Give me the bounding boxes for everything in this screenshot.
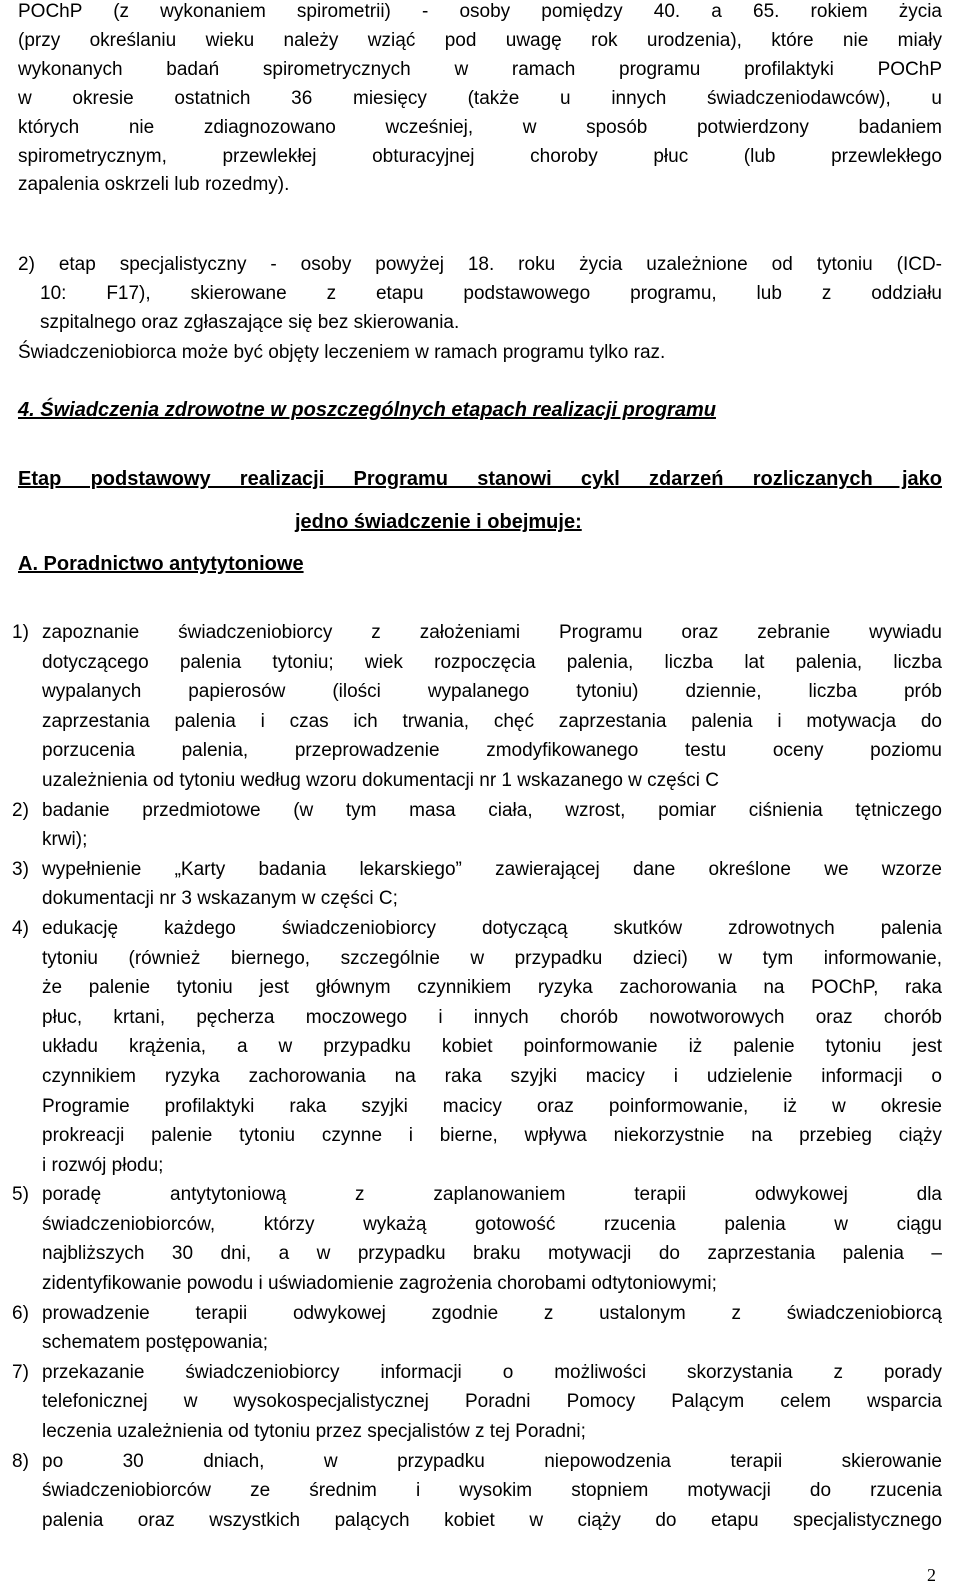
list-item-number: 8) [12,1450,29,1472]
list-item-line: układu krążenia, a w przypadku kobiet poinformowanie iż palenie tytoniu jest [42,1036,942,1058]
intro-line: spirometrycznym, przewlekłej obturacyjnej choroby płuc (lub przewlekłego [18,145,942,167]
list-item [12,618,942,796]
list-item [12,1358,942,1447]
list-item-line: najbliższych 30 dni, a w przypadku braku motywacji do zaprzestania palenia – [42,1243,942,1265]
treatment-once-note: Świadczeniobiorca może być objęty leczeniem w ramach programu tylko raz. [18,342,666,363]
specialist-stage-line: 2) etap specjalistyczny - osoby powyżej 18. roku życia uzależnione od tytoniu (ICD- [18,254,942,275]
list-item-line: po 30 dniach, w przypadku niepowodzenia terapii skierowanie [42,1450,942,1472]
list-item-line: dokumentacji nr 3 wskazanym w części C; [42,888,398,910]
list-item-line: świadczeniobiorców ze średnim i wysokim stopniem motywacji do rzucenia [42,1480,942,1502]
specialist-stage-line: 10: F17), skierowane z etapu podstawowego programu, lub z oddziału [40,282,942,304]
list-item-line: prokreacji palenie tytoniu czynne i bierne, wpływa niekorzystnie na przebieg ciąży [42,1125,942,1147]
intro-line: wykonanych badań spirometrycznych w ramach programu profilaktyki POChP [18,58,942,80]
specialist-stage-line: szpitalnego oraz zgłaszające się bez skierowania. [40,311,460,333]
intro-line: (przy określaniu wieku należy wziąć pod uwagę rok urodzenia), które nie miały [18,29,942,51]
list-item [12,1299,942,1358]
list-item-number: 1) [12,622,29,643]
section-4-heading: 4. Świadczenia zdrowotne w poszczególnych etapach realizacji programu [18,399,716,421]
section-a-title: A. Poradnictwo antytytoniowe [18,553,304,575]
list-item-line: edukację każdego świadczeniobiorcy dotyczącą skutków zdrowotnych palenia [42,917,942,939]
intro-line: których nie zdiagnozowano wcześniej, w sposób potwierdzony badaniem [18,116,942,138]
list-item-line: świadczeniobiorców, którzy wykażą gotowość rzucenia palenia w ciągu [42,1213,942,1235]
list-item-line: badanie przedmiotowe (w tym masa ciała, wzrost, pomiar ciśnienia tętniczego [42,799,942,821]
list-item-line: palenia oraz wszystkich palących kobiet w ciąży do etapu specjalistycznego [42,1509,942,1531]
list-item-line: i rozwój płodu; [42,1154,164,1176]
services-list [12,618,942,1535]
list-item-line: płuc, krtani, pęcherza moczowego i innych chorób nowotworowych oraz chorób [42,1006,942,1028]
list-item-line: leczenia uzależnienia od tytoniu przez specjalistów z tej Poradni; [42,1421,586,1443]
list-item [12,1447,942,1536]
list-item-line: zapoznanie świadczeniobiorcy z założeniami Programu oraz zebranie wywiadu [42,622,942,643]
list-item-line: tytoniu (również biernego, szczególnie w przypadku dzieci) w tym informowanie, [42,947,942,969]
list-item-line: porzucenia palenia, przeprowadzenie zmodyfikowanego testu oceny poziomu [42,740,942,762]
basic-stage-heading: Etap podstawowy realizacji Programu stanowi cykl zdarzeń rozliczanych jako [18,468,942,490]
list-item [12,796,942,855]
list-item-number: 4) [12,917,29,939]
specialist-stage-paragraph [18,251,942,338]
list-item [12,855,942,914]
list-item-number: 3) [12,858,29,880]
intro-paragraph [18,0,942,200]
list-item-line: zaprzestania palenia i czas ich trwania, chęć zaprzestania palenia i motywacja do [42,710,942,732]
list-item-line: że palenie tytoniu jest głównym czynnikiem ryzyka zachorowania na POChP, raka [42,977,942,999]
list-item-number: 2) [12,799,29,821]
list-item-line: uzależnienia od tytoniu według wzoru dokumentacji nr 1 wskazanego w części C [42,769,719,791]
list-item-number: 6) [12,1302,29,1324]
list-item-number: 7) [12,1361,29,1383]
intro-line: w okresie ostatnich 36 miesięcy (także u innych świadczeniodawców), u [18,87,942,109]
list-item-number: 5) [12,1184,29,1206]
basic-stage-heading-continued: jedno świadczenie i obejmuje: [295,511,582,533]
list-item-line: Programie profilaktyki raka szyjki macicy oraz poinformowanie, iż w okresie [42,1095,942,1117]
list-item [12,914,942,1180]
list-item [12,1180,942,1298]
list-item-line: wypalanych papierosów (ilości wypalanego tytoniu) dziennie, liczba prób [42,681,942,703]
list-item-line: prowadzenie terapii odwykowej zgodnie z ustalonym z świadczeniobiorcą [42,1302,942,1324]
list-item-line: wypełnienie „Karty badania lekarskiego” zawierającej dane określone we wzorze [42,858,942,880]
list-item-line: krwi); [42,829,88,851]
list-item-line: przekazanie świadczeniobiorcy informacji o możliwości skorzystania z porady [42,1361,942,1383]
list-item-line: zidentyfikowanie powodu i uświadomienie zagrożenia chorobami odtytoniowymi; [42,1273,717,1295]
list-item-line: czynnikiem ryzyka zachorowania na raka szyjki macicy i udzielenie informacji o [42,1065,942,1087]
intro-line: zapalenia oskrzeli lub rozedmy). [18,174,290,196]
page-number: 2 [927,1565,936,1585]
list-item-line: schematem postępowania; [42,1332,269,1354]
intro-line: POChP (z wykonaniem spirometrii) - osoby pomiędzy 40. a 65. rokiem życia [18,1,942,22]
list-item-line: telefonicznej w wysokospecjalistycznej Poradni Pomocy Palącym celem wsparcia [42,1391,942,1413]
list-item-line: dotyczącego palenia tytoniu; wiek rozpoczęcia palenia, liczba lat palenia, liczba [42,651,942,673]
list-item-line: poradę antytytoniową z zaplanowaniem terapii odwykowej dla [42,1184,942,1206]
